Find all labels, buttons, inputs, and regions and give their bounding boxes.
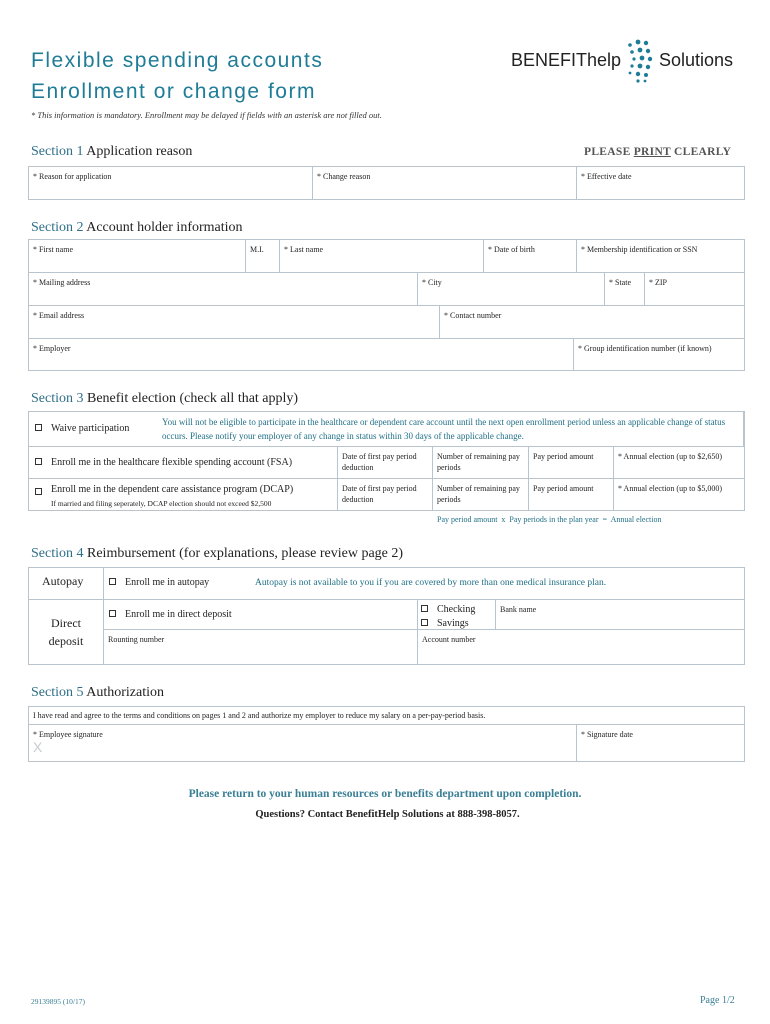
dcap-pay-period-amount-field[interactable]: Pay period amount: [529, 479, 614, 510]
please-print-clearly: [584, 146, 731, 158]
fsa-checkbox[interactable]: [35, 458, 42, 465]
group-id-field[interactable]: * Group identification number (if known): [578, 344, 712, 353]
bank-name-field[interactable]: Bank name: [496, 600, 744, 630]
contact-questions: Questions? Contact BenefitHelp Solutions at 888-398-8057.: [255, 809, 520, 820]
savings-option[interactable]: [421, 617, 495, 631]
dcap-remaining-periods-field[interactable]: Number of remaining pay periods: [433, 479, 529, 510]
signature-date-field[interactable]: * Signature date: [581, 730, 633, 739]
checking-option[interactable]: [421, 603, 495, 617]
employee-signature-field[interactable]: [29, 725, 577, 761]
return-instructions: Please return to your human resources or benefits department upon completion.: [188, 788, 582, 800]
autopay-checkbox[interactable]: [109, 578, 116, 585]
section1-heading: [31, 144, 192, 160]
print-word: PRINT: [633, 146, 671, 158]
middle-initial-field[interactable]: M.I.: [246, 240, 280, 273]
change-reason-field[interactable]: * Change reason: [313, 167, 577, 199]
section5-heading: [31, 685, 164, 701]
autopay-option[interactable]: [109, 577, 209, 588]
direct-deposit-option-cell: [104, 600, 418, 630]
fsa-first-deduction-field[interactable]: Date of first pay period deduction: [338, 447, 433, 479]
email-address-field[interactable]: * Email address: [29, 306, 440, 339]
savings-label: Savings: [437, 618, 469, 629]
waive-row: [29, 412, 744, 447]
direct-deposit-label: Enroll me in direct deposit: [125, 609, 232, 620]
signature-x-mark: X: [33, 739, 43, 755]
section4-box: [28, 567, 745, 665]
routing-number-field[interactable]: Rounting number: [104, 630, 418, 664]
dcap-annual-election-field[interactable]: * Annual election (up to $5,000): [618, 484, 722, 493]
savings-checkbox[interactable]: [421, 619, 428, 626]
section1-title: Application reason: [86, 144, 193, 159]
logo-solutions-text: Solutions: [659, 50, 734, 70]
section2-heading: [31, 220, 243, 236]
dcap-option[interactable]: [35, 484, 293, 495]
fsa-row-label-cell: [29, 447, 338, 479]
autopay-label: Enroll me in autopay: [125, 577, 210, 588]
election-formula: Pay period amount x Pay periods in the plan year = Annual election: [437, 515, 662, 524]
section2-number: Section 2: [31, 220, 84, 235]
employer-field[interactable]: * Employer: [29, 339, 574, 370]
section4-title: Reimbursement (for explanations, please review page 2): [87, 546, 404, 561]
section4-heading: [31, 546, 403, 562]
last-name-field[interactable]: * Last name: [280, 240, 484, 273]
direct-deposit-word1: Direct: [51, 616, 81, 630]
section1-box: [28, 166, 745, 200]
checking-checkbox[interactable]: [421, 605, 428, 612]
form-title-line1: Flexible spending accounts: [31, 49, 324, 72]
logo-dots-icon: [616, 38, 662, 84]
dcap-label: Enroll me in the dependent care assistance program (DCAP): [51, 484, 294, 495]
authorization-statement: I have read and agree to the terms and conditions on pages 1 and 2 and authorize my employer to reduce my salary on a per-pay-period basis.: [29, 707, 744, 725]
effective-date-field[interactable]: * Effective date: [581, 172, 632, 181]
dcap-row-label-cell: [29, 479, 338, 510]
autopay-heading: Autopay: [29, 568, 104, 600]
fsa-pay-period-amount-field[interactable]: Pay period amount: [529, 447, 614, 479]
first-name-field[interactable]: * First name: [29, 240, 246, 273]
dcap-first-deduction-field[interactable]: Date of first pay period deduction: [338, 479, 433, 510]
logo-benefithelp-text: BENEFIThelp: [511, 50, 622, 70]
direct-deposit-heading: [29, 600, 104, 664]
form-code: 29139895 (10/17): [31, 997, 85, 1006]
section5-title: Authorization: [86, 685, 164, 700]
direct-deposit-option[interactable]: [109, 609, 232, 620]
waive-checkbox[interactable]: [35, 424, 42, 431]
employee-signature-label: * Employee signature: [33, 730, 103, 739]
form-title-line2: Enrollment or change form: [31, 80, 316, 103]
section2-title: Account holder information: [86, 220, 243, 235]
section3-heading: [31, 391, 298, 407]
fsa-remaining-periods-field[interactable]: Number of remaining pay periods: [433, 447, 529, 479]
city-field[interactable]: * City: [418, 273, 605, 306]
section5-box: [28, 706, 745, 762]
section5-number: Section 5: [31, 685, 84, 700]
membership-id-field[interactable]: * Membership identification or SSN: [577, 240, 744, 273]
account-type-cell: [418, 600, 496, 630]
clearly-word: CLEARLY: [674, 146, 732, 158]
page-number: Page 1/2: [700, 995, 735, 1006]
state-field[interactable]: * State: [605, 273, 645, 306]
direct-deposit-word2: deposit: [48, 634, 84, 648]
reason-for-application-field[interactable]: * Reason for application: [29, 167, 313, 199]
section3-box: [28, 411, 745, 511]
account-number-field[interactable]: Account number: [422, 635, 476, 644]
checking-label: Checking: [437, 604, 476, 615]
waive-label: Waive participation: [51, 423, 130, 434]
section3-number: Section 3: [31, 391, 84, 406]
autopay-note: Autopay is not available to you if you are covered by more than one medical insurance plan.: [255, 578, 607, 588]
please-word: PLEASE: [584, 146, 631, 158]
fsa-label: Enroll me in the healthcare flexible spending account (FSA): [51, 457, 293, 468]
dcap-checkbox[interactable]: [35, 488, 42, 495]
date-of-birth-field[interactable]: * Date of birth: [484, 240, 577, 273]
mailing-address-field[interactable]: * Mailing address: [29, 273, 418, 306]
mandatory-note: * This information is mandatory. Enrollment may be delayed if fields with an asterisk are not filled out.: [31, 110, 382, 120]
fsa-annual-election-field[interactable]: * Annual election (up to $2,650): [614, 447, 744, 479]
section1-number: Section 1: [31, 144, 84, 159]
section2-box: [28, 239, 745, 371]
contact-number-field[interactable]: * Contact number: [440, 306, 744, 339]
waive-option[interactable]: [35, 423, 129, 434]
benefithelp-logo: [511, 36, 751, 86]
dcap-note: If married and filing seperately, DCAP election should not exceed $2,500: [51, 499, 272, 508]
fsa-option[interactable]: [35, 457, 292, 468]
section3-title: Benefit election (check all that apply): [87, 391, 299, 406]
waive-note: You will not be eligible to participate in the healthcare or dependent care account until the next open enrollment period unless an applicable change of status occurs. Please notify your employer of any change in status within 30 days of the applicable change.: [162, 417, 726, 441]
section4-number: Section 4: [31, 546, 84, 561]
autopay-row: [104, 568, 744, 600]
zip-field[interactable]: * ZIP: [645, 273, 744, 306]
direct-deposit-checkbox[interactable]: [109, 610, 116, 617]
